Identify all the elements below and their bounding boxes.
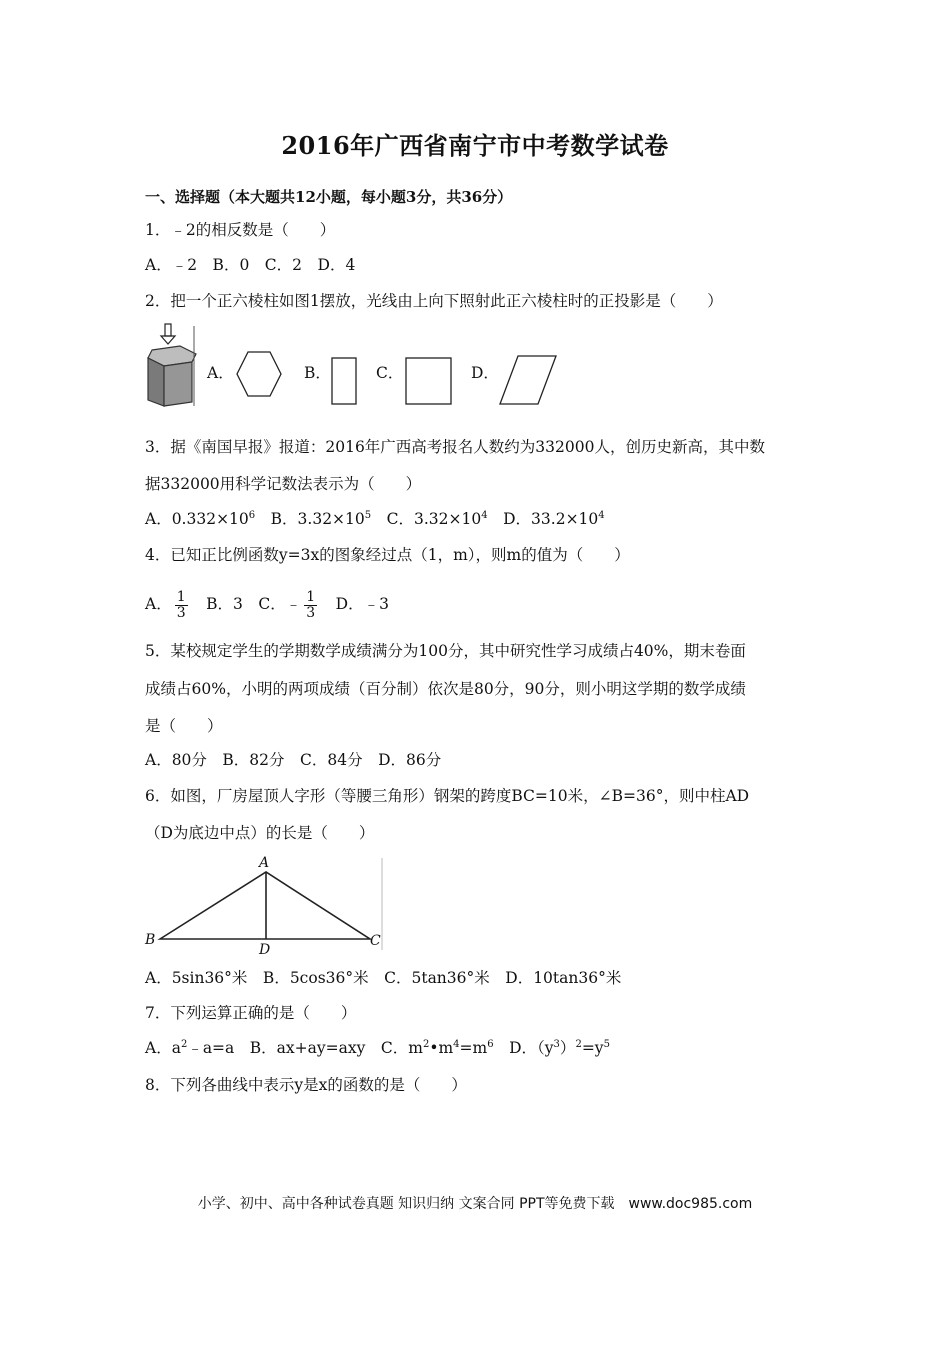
q4-options: A． $\frac{1}{3}$ B．3 C．﹣ $\frac{1}{3}$ D．﹣3 xyxy=(145,588,389,621)
q1-options: A．﹣2 B．0 C．2 D．4 xyxy=(145,256,356,274)
q8-stem: 8．下列各曲线中表示y是x的函数的是（ ） xyxy=(145,1076,467,1094)
triangle-abc xyxy=(160,872,370,939)
q6-options: A．5sin36°米 B．5cos36°米 C．5tan36°米 D．10tan36°米 xyxy=(145,969,622,987)
q2-figure xyxy=(140,320,570,412)
vertex-d-label: D xyxy=(259,942,271,956)
q5-stem-line1: 5．某校规定学生的学期数学成绩满分为100分，其中研究性学习成绩占40%，期末卷面 xyxy=(145,642,746,660)
q3-options: A．$0.332\times 10^6$ B．$3.32\times 10^5$ C．$3.32\times 10^4$ D．$33.2\times 10^4$ xyxy=(145,510,605,528)
q5-stem-line3: 是（ ） xyxy=(145,717,223,735)
q5-options: A．80分 B．82分 C．84分 D．86分 xyxy=(145,751,442,769)
q3-stem-line2: 据332000用科学记数法表示为（ ） xyxy=(145,475,422,493)
q5-stem-line2: 成绩占60%，小明的两项成绩（百分制）依次是80分，90分，则小明这学期的数学成绩 xyxy=(145,680,746,698)
footer-text: 小学、初中、高中各种试卷真题 知识归纳 文案合同 PPT等免费下载 www.doc985.com xyxy=(197,1196,753,1212)
q6-triangle-figure xyxy=(142,852,387,956)
hexagon-shape xyxy=(237,352,281,396)
q2-label-a: A． xyxy=(207,364,234,382)
q3-option-c: C．3.32×10 xyxy=(371,510,482,528)
q6-stem-line2: （D为底边中点）的长是（ ） xyxy=(145,824,375,842)
q7-options: A．$a^2﹣a=a$ B．ax+ay=axy C．$m^2•m^4=m^6$ D．$(y^3)^2=y^5$ xyxy=(145,1039,610,1057)
narrow-rectangle-shape xyxy=(332,358,356,404)
q2-label-b: B． xyxy=(304,364,331,382)
q3-option-d: D．33.2×10 xyxy=(487,510,599,528)
hexagonal-prism-figure xyxy=(148,324,196,406)
section-header: 一、选择题（本大题共12小题，每小题3分，共36分） xyxy=(145,188,513,206)
q2-label-d: D． xyxy=(471,364,499,382)
q6-stem-line1: 6．如图，厂房屋顶人字形（等腰三角形）钢架的跨度BC=10米，∠B=36°，则中柱AD xyxy=(145,787,750,805)
page-title: 2016年广西省南宁市中考数学试卷 xyxy=(281,131,669,160)
q4-stem: 4．已知正比例函数y=3x的图象经过点（1，m），则m的值为（ ） xyxy=(145,546,630,564)
vertex-c-label: C xyxy=(370,933,381,949)
q3-option-a: A．0.332×10 xyxy=(145,510,249,528)
fraction-one-third: $\frac{1}{3}$ xyxy=(176,588,186,621)
q7-stem: 7．下列运算正确的是（ ） xyxy=(145,1004,357,1022)
vertex-a-label: A xyxy=(259,855,270,871)
vertex-b-label: B xyxy=(145,932,156,948)
q1-stem: 1．﹣2的相反数是（ ） xyxy=(145,221,336,239)
q2-label-c: C． xyxy=(376,364,404,382)
q3-option-b: B．3.32×10 xyxy=(255,510,365,528)
q3-stem-line1: 3．据《南国早报》报道：2016年广西高考报名人数约为332000人，创历史新高，其中数 xyxy=(145,438,765,456)
q2-stem: 2．把一个正六棱柱如图1摆放，光线由上向下照射此正六棱柱时的正投影是（ ） xyxy=(145,292,723,310)
fraction-one-third-neg: $\frac{1}{3}$ xyxy=(306,588,316,621)
wide-rectangle-shape xyxy=(406,358,451,404)
parallelogram-shape xyxy=(500,356,556,404)
